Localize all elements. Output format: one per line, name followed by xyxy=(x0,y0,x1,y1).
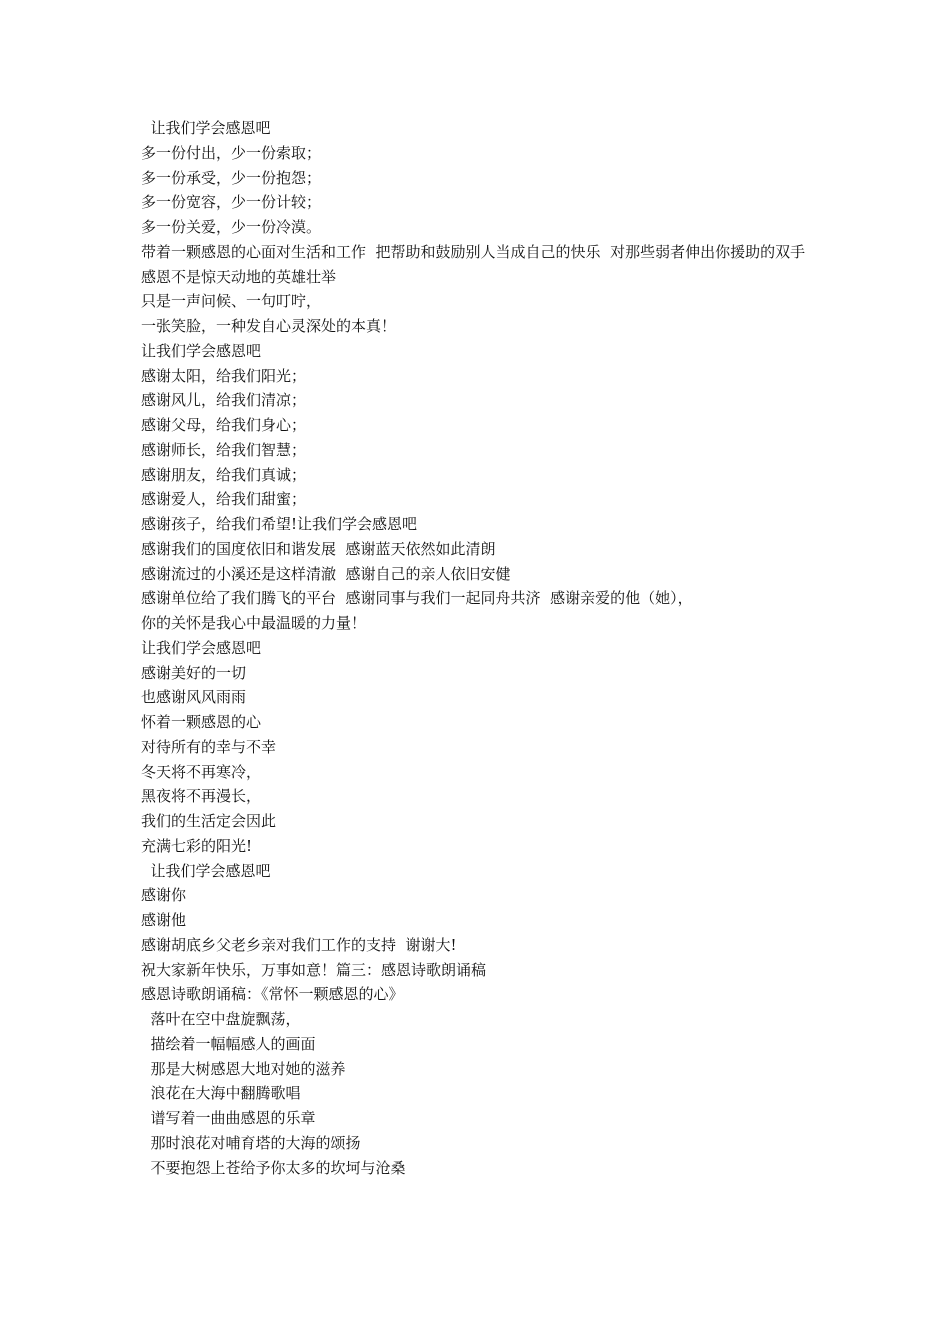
text-line: 充满七彩的阳光! xyxy=(141,836,253,855)
text-line: 也感谢风风雨雨 xyxy=(141,688,247,707)
text-line: 不要抱怨上苍给予你太多的坎坷与沧桑 xyxy=(141,1158,406,1177)
text-line: 让我们学会感恩吧 xyxy=(141,119,271,137)
text-line: 只是一声问候、一句叮咛， xyxy=(141,292,322,311)
text-line: 多一份承受，少一份抱怨； xyxy=(141,168,322,187)
text-line: 那是大树感恩大地对她的滋养 xyxy=(141,1059,346,1078)
text-line: 落叶在空中盘旋飘荡， xyxy=(141,1010,301,1028)
text-line: 带着一颗感恩的心面对生活和工作 把帮助和鼓励别人当成自己的快乐 对那些弱者伸出你援助的双手 xyxy=(141,242,806,261)
text-line: 让我们学会感恩吧 xyxy=(141,861,271,880)
text-line: 感谢流过的小溪还是这样清澈 感谢自己的亲人依旧安健 xyxy=(141,564,511,583)
text-line: 感谢孩子，给我们希望!让我们学会感恩吧 xyxy=(141,515,418,533)
text-line: 感谢他 xyxy=(141,911,187,929)
text-line: 你的关怀是我心中最温暖的力量！ xyxy=(141,614,367,632)
text-line: 感恩不是惊天动地的英雄壮举 xyxy=(141,267,337,286)
text-line: 感谢朋友，给我们真诚； xyxy=(141,465,307,484)
text-line: 祝大家新年快乐，万事如意！篇三：感恩诗歌朗诵稿 xyxy=(141,960,487,979)
text-line: 感谢你 xyxy=(141,886,187,905)
text-line: 谱写着一曲曲感恩的乐章 xyxy=(141,1109,316,1127)
text-line: 感谢师长，给我们智慧； xyxy=(141,440,307,459)
text-line: 让我们学会感恩吧 xyxy=(141,638,262,657)
text-line: 多一份宽容，少一份计较； xyxy=(141,193,322,212)
text-line: 浪花在大海中翻腾歌唱 xyxy=(141,1084,301,1103)
text-line: 多一份关爱，少一份冷漠。 xyxy=(141,218,322,236)
text-line: 一张笑脸，一种发自心灵深处的本真！ xyxy=(141,317,397,335)
text-line: 对待所有的幸与不幸 xyxy=(141,737,277,756)
text-line: 黑夜将不再漫长， xyxy=(141,787,262,806)
text-line: 感谢太阳，给我们阳光； xyxy=(141,366,307,385)
text-line: 我们的生活定会因此 xyxy=(141,812,277,830)
text-line: 感谢我们的国度依旧和谐发展 感谢蓝天依然如此清朗 xyxy=(141,539,496,558)
text-line: 怀着一颗感恩的心 xyxy=(141,713,262,731)
text-line: 描绘着一幅幅感人的画面 xyxy=(141,1034,316,1053)
text-line: 那时浪花对哺育塔的大海的颂扬 xyxy=(141,1133,361,1152)
text-line: 感恩诗歌朗诵稿：《常怀一颗感恩的心》 xyxy=(141,985,404,1004)
text-line: 让我们学会感恩吧 xyxy=(141,341,262,360)
text-line: 感谢胡底乡父老乡亲对我们工作的支持 谢谢大! xyxy=(141,935,457,954)
text-line: 感谢风儿，给我们清凉； xyxy=(141,391,307,410)
text-line: 多一份付出，少一份索取； xyxy=(141,143,322,162)
text-line: 感谢美好的一切 xyxy=(141,663,247,682)
text-line: 感谢父母，给我们身心； xyxy=(141,416,307,434)
text-line: 感谢单位给了我们腾飞的平台 感谢同事与我们一起同舟共济 感谢亲爱的他（她）， xyxy=(141,589,693,608)
text-line: 冬天将不再寒冷， xyxy=(141,762,262,781)
text-line: 感谢爱人，给我们甜蜜； xyxy=(141,490,307,509)
document-body xyxy=(141,116,821,1180)
